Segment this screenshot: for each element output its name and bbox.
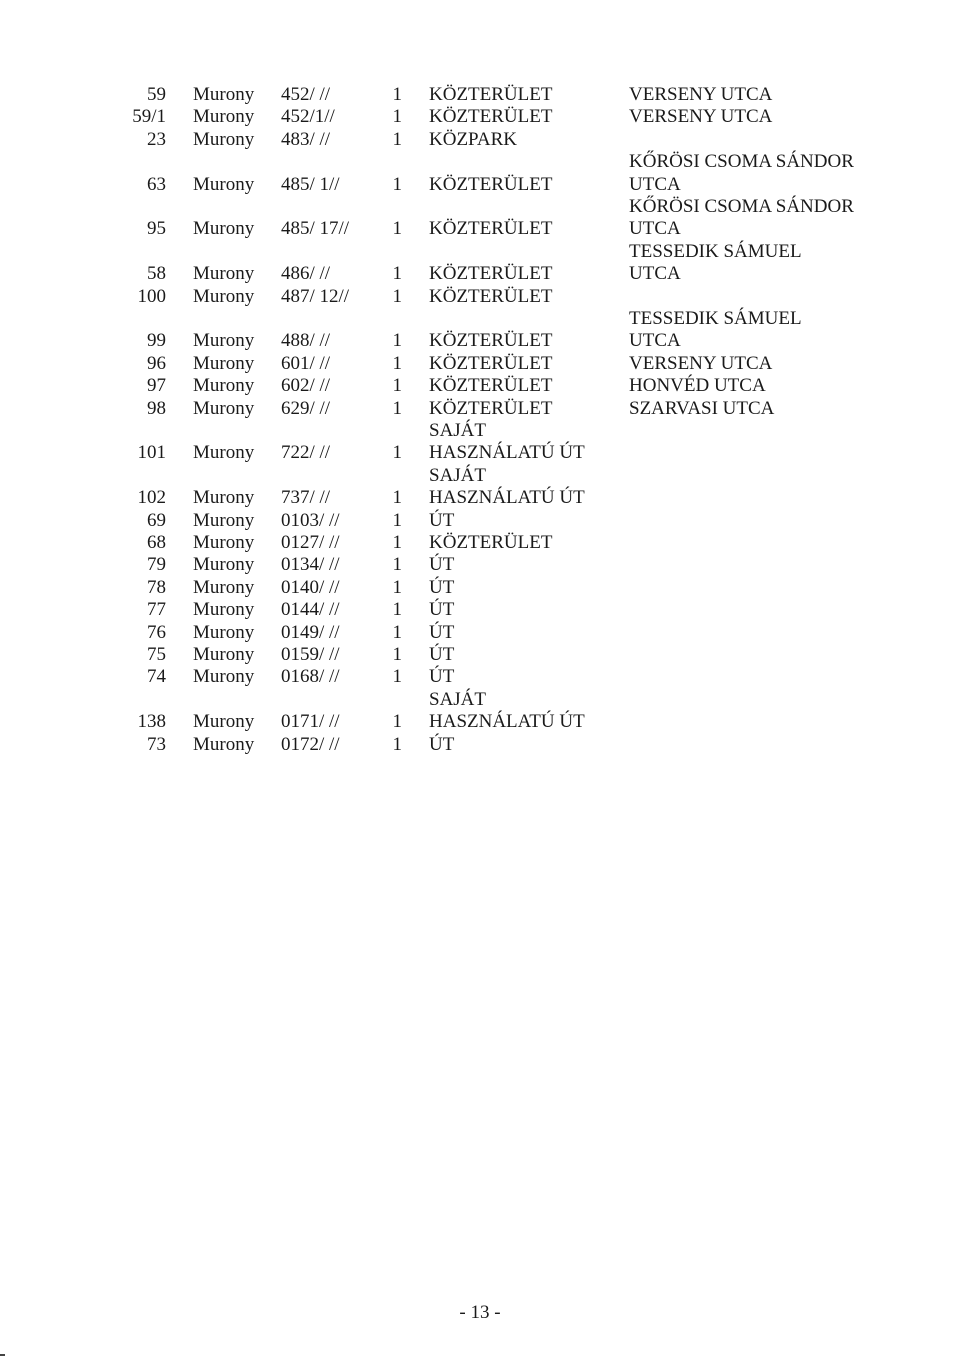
land-use-category: KÖZTERÜLET [429, 352, 553, 374]
settlement-name: Murony [193, 106, 255, 128]
street-name: SZARVASI UTCA [629, 397, 775, 419]
row-number: 59/1 [132, 106, 166, 128]
settlement-name: Murony [193, 218, 255, 240]
land-use-category: KÖZTERÜLET [429, 397, 553, 419]
land-use-category: KÖZTERÜLET [429, 375, 553, 397]
parcel-number: 483/ // [281, 128, 331, 150]
share-count: 1 [392, 442, 402, 464]
settlement-name: Murony [193, 128, 255, 150]
street-name: UTCA [629, 173, 681, 195]
land-use-category: KÖZTERÜLET [429, 218, 553, 240]
parcel-number: 629/ // [281, 397, 331, 419]
row-number: 95 [147, 218, 166, 240]
land-use-category: ÚT [429, 733, 455, 755]
scan-mark [0, 1354, 5, 1356]
street-name: KŐRÖSI CSOMA SÁNDOR [629, 151, 854, 173]
parcel-number: 0127/ // [281, 532, 340, 553]
row-number: 77 [147, 599, 166, 621]
land-use-category: ÚT [429, 644, 455, 665]
share-count: 1 [392, 352, 402, 374]
row-number: 69 [147, 509, 166, 531]
row-number: 58 [147, 263, 166, 285]
share-count: 1 [392, 576, 402, 598]
land-use-category: KÖZTERÜLET [429, 106, 553, 128]
settlement-name: Murony [193, 554, 255, 576]
share-count: 1 [392, 733, 402, 755]
street-name: UTCA [629, 263, 681, 285]
parcel-number: 737/ // [281, 487, 331, 509]
parcel-number: 486/ // [281, 263, 331, 285]
land-use-category: KÖZPARK [429, 128, 517, 150]
share-count: 1 [392, 375, 402, 397]
row-number: 138 [137, 711, 166, 733]
share-count: 1 [392, 106, 402, 128]
settlement-name: Murony [193, 666, 255, 688]
row-number: 23 [147, 128, 166, 150]
street-name: UTCA [629, 218, 681, 240]
share-count: 1 [392, 532, 402, 553]
share-count: 1 [392, 599, 402, 621]
parcel-number: 0159/ // [281, 644, 340, 665]
share-count: 1 [392, 285, 402, 307]
share-count: 1 [392, 173, 402, 195]
row-number: 100 [137, 285, 166, 307]
land-use-category: HASZNÁLATÚ ÚT [429, 442, 585, 464]
settlement-name: Murony [193, 285, 255, 307]
street-name: VERSENY UTCA [629, 84, 773, 105]
row-number: 63 [147, 173, 166, 195]
parcel-number: 485/ 17// [281, 218, 350, 240]
street-name: TESSEDIK SÁMUEL [629, 308, 802, 329]
share-count: 1 [392, 397, 402, 419]
row-number: 97 [147, 375, 166, 397]
row-number: 59 [147, 84, 166, 105]
parcel-number: 722/ // [281, 442, 331, 464]
share-count: 1 [392, 128, 402, 150]
settlement-name: Murony [193, 397, 255, 419]
land-use-category: KÖZTERÜLET [429, 532, 553, 553]
parcel-number: 0103/ // [281, 509, 340, 531]
settlement-name: Murony [193, 84, 255, 105]
street-name: HONVÉD UTCA [629, 375, 766, 397]
settlement-name: Murony [193, 173, 255, 195]
street-name: UTCA [629, 330, 681, 352]
settlement-name: Murony [193, 621, 255, 643]
settlement-name: Murony [193, 330, 255, 352]
parcel-number: 485/ 1// [281, 173, 340, 195]
land-use-category: ÚT [429, 509, 455, 531]
parcel-number: 0144/ // [281, 599, 340, 621]
row-number: 74 [147, 666, 166, 688]
street-name: VERSENY UTCA [629, 352, 773, 374]
parcel-number: 0168/ // [281, 666, 340, 688]
parcel-number: 0172/ // [281, 733, 340, 755]
land-use-category: ÚT [429, 621, 455, 643]
parcel-number: 488/ // [281, 330, 331, 352]
row-number: 99 [147, 330, 166, 352]
parcel-number: 601/ // [281, 352, 331, 374]
parcel-number: 602/ // [281, 375, 331, 397]
land-use-category: ÚT [429, 599, 455, 621]
parcel-number: 452/1// [281, 106, 335, 128]
parcel-number: 0140/ // [281, 576, 340, 598]
land-use-category: KÖZTERÜLET [429, 285, 553, 307]
share-count: 1 [392, 487, 402, 509]
row-number: 75 [147, 644, 166, 665]
row-number: 98 [147, 397, 166, 419]
land-use-category: ÚT [429, 666, 455, 688]
land-use-category: SAJÁT [429, 464, 487, 486]
share-count: 1 [392, 330, 402, 352]
row-number: 79 [147, 554, 166, 576]
row-number: 73 [147, 733, 166, 755]
land-use-category: KÖZTERÜLET [429, 84, 553, 105]
share-count: 1 [392, 554, 402, 576]
settlement-name: Murony [193, 532, 255, 553]
land-use-category: KÖZTERÜLET [429, 263, 553, 285]
share-count: 1 [392, 711, 402, 733]
land-use-category: ÚT [429, 554, 455, 576]
parcel-number: 0149/ // [281, 621, 340, 643]
row-number: 76 [147, 621, 166, 643]
street-name: KŐRÖSI CSOMA SÁNDOR [629, 196, 854, 217]
settlement-name: Murony [193, 352, 255, 374]
land-use-category: HASZNÁLATÚ ÚT [429, 487, 585, 509]
share-count: 1 [392, 218, 402, 240]
settlement-name: Murony [193, 599, 255, 621]
land-use-category: KÖZTERÜLET [429, 173, 553, 195]
settlement-name: Murony [193, 375, 255, 397]
parcel-number: 0134/ // [281, 554, 340, 576]
land-use-category: SAJÁT [429, 420, 487, 441]
share-count: 1 [392, 666, 402, 688]
row-number: 101 [137, 442, 166, 464]
street-name: VERSENY UTCA [629, 106, 773, 128]
settlement-name: Murony [193, 487, 255, 509]
settlement-name: Murony [193, 509, 255, 531]
land-use-category: KÖZTERÜLET [429, 330, 553, 352]
row-number: 78 [147, 576, 166, 598]
row-number: 96 [147, 352, 166, 374]
land-use-category: SAJÁT [429, 688, 487, 710]
settlement-name: Murony [193, 576, 255, 598]
share-count: 1 [392, 621, 402, 643]
parcel-number: 452/ // [281, 84, 331, 105]
page-number: - 13 - [459, 1302, 501, 1323]
settlement-name: Murony [193, 263, 255, 285]
land-use-category: HASZNÁLATÚ ÚT [429, 711, 585, 733]
share-count: 1 [392, 84, 402, 105]
street-name: TESSEDIK SÁMUEL [629, 240, 802, 262]
row-number: 102 [137, 487, 166, 509]
settlement-name: Murony [193, 442, 255, 464]
settlement-name: Murony [193, 733, 255, 755]
parcel-number: 487/ 12// [281, 285, 350, 307]
land-use-category: ÚT [429, 576, 455, 598]
share-count: 1 [392, 644, 402, 665]
share-count: 1 [392, 509, 402, 531]
share-count: 1 [392, 263, 402, 285]
settlement-name: Murony [193, 711, 255, 733]
row-number: 68 [147, 532, 166, 553]
parcel-number: 0171/ // [281, 711, 340, 733]
settlement-name: Murony [193, 644, 255, 665]
